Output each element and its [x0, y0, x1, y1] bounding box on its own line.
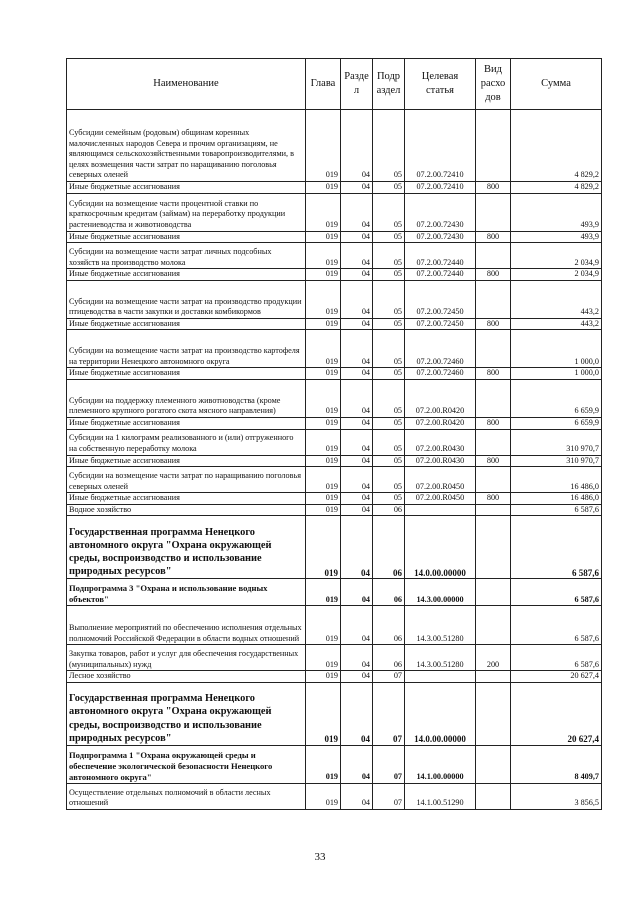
table-row: [67, 745, 602, 783]
row-chapter: 019: [306, 455, 341, 467]
row-name: Субсидии на возмещение части затрат на производство картофеля на территории Ненецкого автономного округа: [67, 330, 306, 368]
row-chapter: 019: [306, 429, 341, 455]
row-target: 14.3.00.51280: [405, 606, 476, 645]
row-subsection: 05: [373, 243, 405, 269]
row-sum: 6 587,6: [511, 579, 602, 606]
row-name: Иные бюджетные ассигнования: [67, 368, 306, 380]
header-sum: Сумма: [511, 59, 602, 110]
row-kind: 800: [476, 318, 511, 330]
row-section: 04: [341, 193, 373, 231]
row-target: 07.2.00.72430: [405, 231, 476, 243]
row-sum: 2 034,9: [511, 243, 602, 269]
row-kind: [476, 606, 511, 645]
table-row: [67, 429, 602, 455]
table-row: [67, 671, 602, 683]
row-name: Подпрограмма 1 "Охрана окружающей среды и обеспечение экологической безопасности Ненецкого автономного округа": [67, 745, 306, 783]
row-kind: [476, 243, 511, 269]
header-section: Разде л: [341, 59, 373, 110]
row-subsection: 05: [373, 318, 405, 330]
row-section: 04: [341, 745, 373, 783]
row-section: 04: [341, 606, 373, 645]
row-chapter: 019: [306, 417, 341, 429]
row-section: 04: [341, 504, 373, 516]
table-row: [67, 504, 602, 516]
row-target: 14.0.00.00000: [405, 682, 476, 745]
table-row: [67, 330, 602, 368]
row-target: 07.2.00.72460: [405, 330, 476, 368]
row-target: [405, 504, 476, 516]
row-kind: [476, 280, 511, 318]
row-name: Субсидии на поддержку племенного животноводства (кроме племенного крупного рогатого скота мясного направления): [67, 379, 306, 417]
row-name: Закупка товаров, работ и услуг для обеспечения государственных (муниципальных) нужд: [67, 645, 306, 671]
row-section: 04: [341, 671, 373, 683]
row-subsection: 07: [373, 745, 405, 783]
row-chapter: 019: [306, 280, 341, 318]
row-target: 07.2.00.72410: [405, 110, 476, 182]
row-section: 04: [341, 318, 373, 330]
row-sum: 3 856,5: [511, 783, 602, 809]
row-target: 07.2.00.R0450: [405, 493, 476, 505]
row-sum: 2 034,9: [511, 269, 602, 281]
row-name: Государственная программа Ненецкого автономного округа "Охрана окружающей среды, воспроизводство и использование природных ресурсов": [67, 682, 306, 745]
row-sum: 6 587,6: [511, 606, 602, 645]
row-chapter: 019: [306, 318, 341, 330]
row-target: 14.1.00.00000: [405, 745, 476, 783]
table-row: [67, 269, 602, 281]
row-name: Водное хозяйство: [67, 504, 306, 516]
row-target: 07.2.00.72460: [405, 368, 476, 380]
row-subsection: 05: [373, 493, 405, 505]
row-target: 07.2.00.R0420: [405, 417, 476, 429]
row-section: 04: [341, 493, 373, 505]
row-subsection: 05: [373, 330, 405, 368]
row-sum: 6 659,9: [511, 379, 602, 417]
row-subsection: 07: [373, 783, 405, 809]
row-target: 07.2.00.72440: [405, 243, 476, 269]
row-target: 07.2.00.R0450: [405, 467, 476, 493]
row-subsection: 05: [373, 193, 405, 231]
table-row: [67, 280, 602, 318]
row-sum: 443,2: [511, 318, 602, 330]
row-chapter: 019: [306, 682, 341, 745]
row-sum: 6 587,6: [511, 516, 602, 579]
page-number: 33: [314, 851, 326, 863]
row-section: 04: [341, 579, 373, 606]
row-kind: [476, 330, 511, 368]
row-kind: [476, 504, 511, 516]
row-subsection: 05: [373, 429, 405, 455]
row-kind: [476, 783, 511, 809]
row-section: 04: [341, 243, 373, 269]
row-name: Иные бюджетные ассигнования: [67, 417, 306, 429]
row-name: Иные бюджетные ассигнования: [67, 455, 306, 467]
budget-table: [66, 58, 602, 810]
row-kind: [476, 579, 511, 606]
row-chapter: 019: [306, 645, 341, 671]
row-name: Субсидии на возмещение части затрат по наращиванию поголовья северных оленей: [67, 467, 306, 493]
row-chapter: 019: [306, 579, 341, 606]
row-chapter: 019: [306, 467, 341, 493]
row-chapter: 019: [306, 504, 341, 516]
row-kind: [476, 379, 511, 417]
row-name: Субсидии на возмещение части процентной ставки по краткосрочным кредитам (займам) на переработку продукции растениеводства и животноводства: [67, 193, 306, 231]
row-name: Субсидии на возмещение части затрат на производство продукции птицеводства в части закупки и доставки комбикормов: [67, 280, 306, 318]
row-section: 04: [341, 231, 373, 243]
row-sum: 443,2: [511, 280, 602, 318]
row-target: [405, 671, 476, 683]
row-subsection: 05: [373, 379, 405, 417]
row-sum: 20 627,4: [511, 682, 602, 745]
row-sum: 16 486,0: [511, 467, 602, 493]
row-kind: 200: [476, 645, 511, 671]
row-name: Лесное хозяйство: [67, 671, 306, 683]
row-target: 07.2.00.72430: [405, 193, 476, 231]
row-chapter: 019: [306, 379, 341, 417]
table-row: [67, 110, 602, 182]
row-name: Выполнение мероприятий по обеспечению исполнения отдельных полномочий Российской Федерации в области водных отношений: [67, 606, 306, 645]
row-chapter: 019: [306, 368, 341, 380]
row-kind: [476, 745, 511, 783]
table-row: [67, 193, 602, 231]
row-section: 04: [341, 330, 373, 368]
row-chapter: 019: [306, 516, 341, 579]
row-kind: [476, 193, 511, 231]
row-subsection: 05: [373, 231, 405, 243]
row-chapter: 019: [306, 110, 341, 182]
row-kind: [476, 516, 511, 579]
row-target: 14.0.00.00000: [405, 516, 476, 579]
table-row: [67, 682, 602, 745]
row-subsection: 05: [373, 110, 405, 182]
row-subsection: 05: [373, 368, 405, 380]
table-row: [67, 516, 602, 579]
row-sum: 1 000,0: [511, 368, 602, 380]
row-sum: 6 587,6: [511, 645, 602, 671]
row-sum: 493,9: [511, 193, 602, 231]
row-kind: 800: [476, 231, 511, 243]
table-row: [67, 318, 602, 330]
row-kind: 800: [476, 269, 511, 281]
row-chapter: 019: [306, 193, 341, 231]
row-name: Осуществление отдельных полномочий в области лесных отношений: [67, 783, 306, 809]
table-row: [67, 455, 602, 467]
row-name: Государственная программа Ненецкого автономного округа "Охрана окружающей среды, воспроизводство и использование природных ресурсов": [67, 516, 306, 579]
row-kind: 800: [476, 182, 511, 194]
row-name: Подпрограмма 3 "Охрана и использование водных объектов": [67, 579, 306, 606]
row-sum: 20 627,4: [511, 671, 602, 683]
row-target: 07.2.00.72410: [405, 182, 476, 194]
row-kind: 800: [476, 455, 511, 467]
row-section: 04: [341, 182, 373, 194]
row-chapter: 019: [306, 231, 341, 243]
header-chapter: Глава: [306, 59, 341, 110]
row-target: 07.2.00.72450: [405, 280, 476, 318]
row-subsection: 07: [373, 682, 405, 745]
row-name: Иные бюджетные ассигнования: [67, 231, 306, 243]
table-row: [67, 368, 602, 380]
row-subsection: 05: [373, 280, 405, 318]
row-section: 04: [341, 417, 373, 429]
row-section: 04: [341, 645, 373, 671]
table-row: [67, 182, 602, 194]
row-name: Иные бюджетные ассигнования: [67, 182, 306, 194]
row-subsection: 05: [373, 182, 405, 194]
row-sum: 6 659,9: [511, 417, 602, 429]
row-target: 14.1.00.51290: [405, 783, 476, 809]
row-chapter: 019: [306, 671, 341, 683]
row-section: 04: [341, 429, 373, 455]
table-row: [67, 417, 602, 429]
row-sum: 6 587,6: [511, 504, 602, 516]
row-section: 04: [341, 269, 373, 281]
row-section: 04: [341, 368, 373, 380]
row-sum: 493,9: [511, 231, 602, 243]
row-section: 04: [341, 455, 373, 467]
row-target: 07.2.00.R0420: [405, 379, 476, 417]
header-name: Наименование: [67, 59, 306, 110]
row-subsection: 05: [373, 467, 405, 493]
row-sum: 8 409,7: [511, 745, 602, 783]
row-subsection: 07: [373, 671, 405, 683]
row-sum: 310 970,7: [511, 455, 602, 467]
row-chapter: 019: [306, 330, 341, 368]
row-section: 04: [341, 516, 373, 579]
row-chapter: 019: [306, 606, 341, 645]
row-chapter: 019: [306, 269, 341, 281]
row-section: 04: [341, 379, 373, 417]
row-kind: [476, 671, 511, 683]
row-name: Субсидии на 1 килограмм реализованного и (или) отгруженного на собственную переработку молока: [67, 429, 306, 455]
row-chapter: 019: [306, 783, 341, 809]
row-kind: 800: [476, 368, 511, 380]
row-subsection: 06: [373, 516, 405, 579]
row-name: Субсидии семейным (родовым) общинам коренных малочисленных народов Севера и прочим организациям, не являющимся сельскохозяйственными товаропроизводителями, в целях возмещения части затрат по наращиванию поголовья северных оленей: [67, 110, 306, 182]
row-sum: 1 000,0: [511, 330, 602, 368]
row-chapter: 019: [306, 745, 341, 783]
row-section: 04: [341, 280, 373, 318]
header-subsection: Подр аздел: [373, 59, 405, 110]
row-kind: 800: [476, 417, 511, 429]
header-kind: Вид расхо дов: [476, 59, 511, 110]
row-subsection: 05: [373, 417, 405, 429]
row-target: 07.2.00.72450: [405, 318, 476, 330]
row-kind: [476, 467, 511, 493]
row-kind: [476, 429, 511, 455]
table-row: [67, 231, 602, 243]
row-sum: 16 486,0: [511, 493, 602, 505]
table-row: [67, 379, 602, 417]
row-subsection: 06: [373, 504, 405, 516]
table-row: [67, 783, 602, 809]
row-chapter: 019: [306, 182, 341, 194]
row-section: 04: [341, 467, 373, 493]
row-subsection: 05: [373, 455, 405, 467]
row-chapter: 019: [306, 243, 341, 269]
row-target: 07.2.00.72440: [405, 269, 476, 281]
row-target: 14.3.00.51280: [405, 645, 476, 671]
table-row: [67, 467, 602, 493]
row-section: 04: [341, 110, 373, 182]
row-chapter: 019: [306, 493, 341, 505]
table-row: [67, 243, 602, 269]
row-subsection: 06: [373, 606, 405, 645]
row-target: 07.2.00.R0430: [405, 429, 476, 455]
row-kind: [476, 682, 511, 745]
row-name: Иные бюджетные ассигнования: [67, 318, 306, 330]
row-sum: 4 829,2: [511, 182, 602, 194]
table-row: [67, 579, 602, 606]
table-row: [67, 645, 602, 671]
row-sum: 310 970,7: [511, 429, 602, 455]
row-subsection: 06: [373, 579, 405, 606]
table-row: [67, 606, 602, 645]
row-name: Иные бюджетные ассигнования: [67, 493, 306, 505]
row-name: Субсидии на возмещение части затрат личных подсобных хозяйств на производство молока: [67, 243, 306, 269]
row-subsection: 05: [373, 269, 405, 281]
row-sum: 4 829,2: [511, 110, 602, 182]
header-target: Целевая статья: [405, 59, 476, 110]
table-row: [67, 493, 602, 505]
row-subsection: 06: [373, 645, 405, 671]
row-section: 04: [341, 682, 373, 745]
row-kind: [476, 110, 511, 182]
row-name: Иные бюджетные ассигнования: [67, 269, 306, 281]
row-section: 04: [341, 783, 373, 809]
row-kind: 800: [476, 493, 511, 505]
row-target: 07.2.00.R0430: [405, 455, 476, 467]
row-target: 14.3.00.00000: [405, 579, 476, 606]
